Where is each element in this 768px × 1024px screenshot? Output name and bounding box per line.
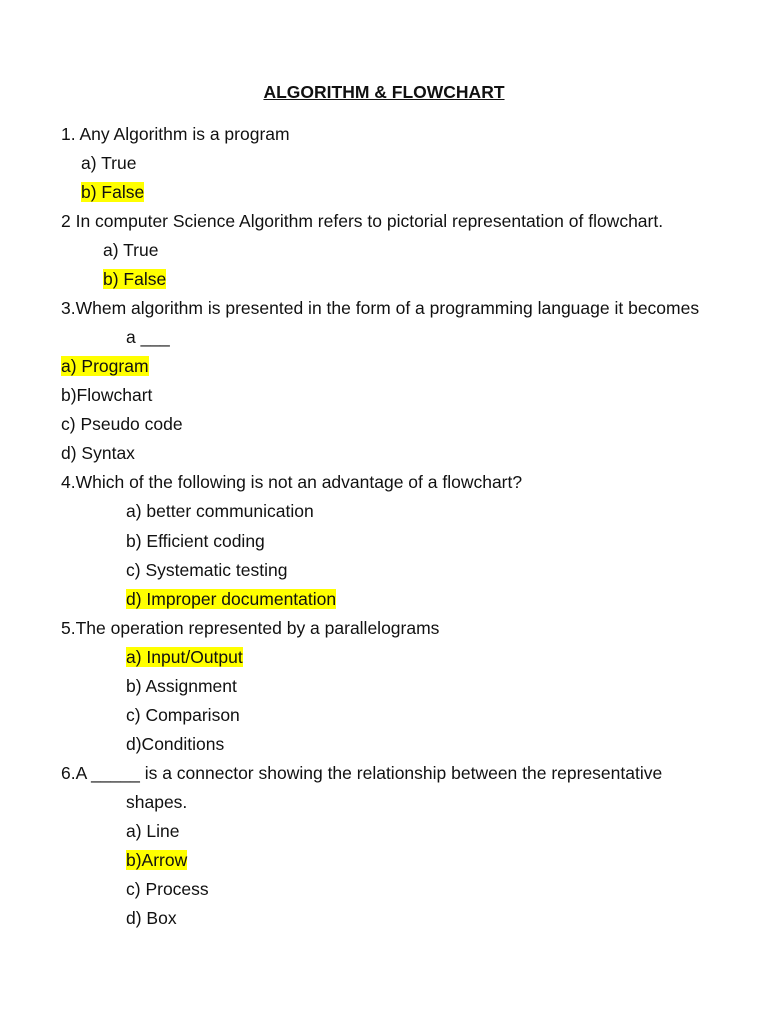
question-4-option-b: b) Efficient coding bbox=[126, 531, 265, 551]
question-3-continuation: a ___ bbox=[126, 327, 170, 347]
question-6-option-c: c) Process bbox=[126, 879, 209, 899]
question-1-option-b-correct: b) False bbox=[81, 182, 145, 202]
question-2-option-b-correct: b) False bbox=[103, 269, 167, 289]
question-6-option-d: d) Box bbox=[126, 908, 177, 928]
question-5-option-c: c) Comparison bbox=[126, 705, 240, 725]
question-2-text: 2 In computer Science Algorithm refers to pictorial representation of flowchart. bbox=[61, 211, 664, 231]
question-3-option-a-correct: a) Program bbox=[61, 356, 149, 376]
question-6-continuation: shapes. bbox=[126, 792, 188, 812]
question-5-text: 5.The operation represented by a parallelograms bbox=[61, 618, 440, 638]
question-6-option-a: a) Line bbox=[126, 821, 180, 841]
question-3-option-c: c) Pseudo code bbox=[61, 414, 183, 434]
question-4-text: 4.Which of the following is not an advantage of a flowchart? bbox=[61, 472, 523, 492]
question-5-option-b: b) Assignment bbox=[126, 676, 237, 696]
question-4-option-d-correct: d) Improper documentation bbox=[126, 589, 337, 609]
question-3-option-b: b)Flowchart bbox=[61, 385, 153, 405]
question-5-option-d: d)Conditions bbox=[126, 734, 225, 754]
question-4-option-c: c) Systematic testing bbox=[126, 560, 288, 580]
question-1-text: 1. Any Algorithm is a program bbox=[61, 124, 290, 144]
question-3-text: 3.Whem algorithm is presented in the form of a programming language it becomes bbox=[61, 298, 700, 318]
question-6-text: 6.A _____ is a connector showing the relationship between the representative bbox=[61, 763, 663, 783]
question-3-option-d: d) Syntax bbox=[61, 443, 135, 463]
question-2-option-a: a) True bbox=[103, 240, 159, 260]
question-6-option-b-correct: b)Arrow bbox=[126, 850, 188, 870]
question-5-option-a-correct: a) Input/Output bbox=[126, 647, 243, 667]
question-1-option-a: a) True bbox=[81, 153, 137, 173]
document-title: ALGORITHM & FLOWCHART bbox=[263, 82, 505, 102]
question-4-option-a: a) better communication bbox=[126, 501, 314, 521]
